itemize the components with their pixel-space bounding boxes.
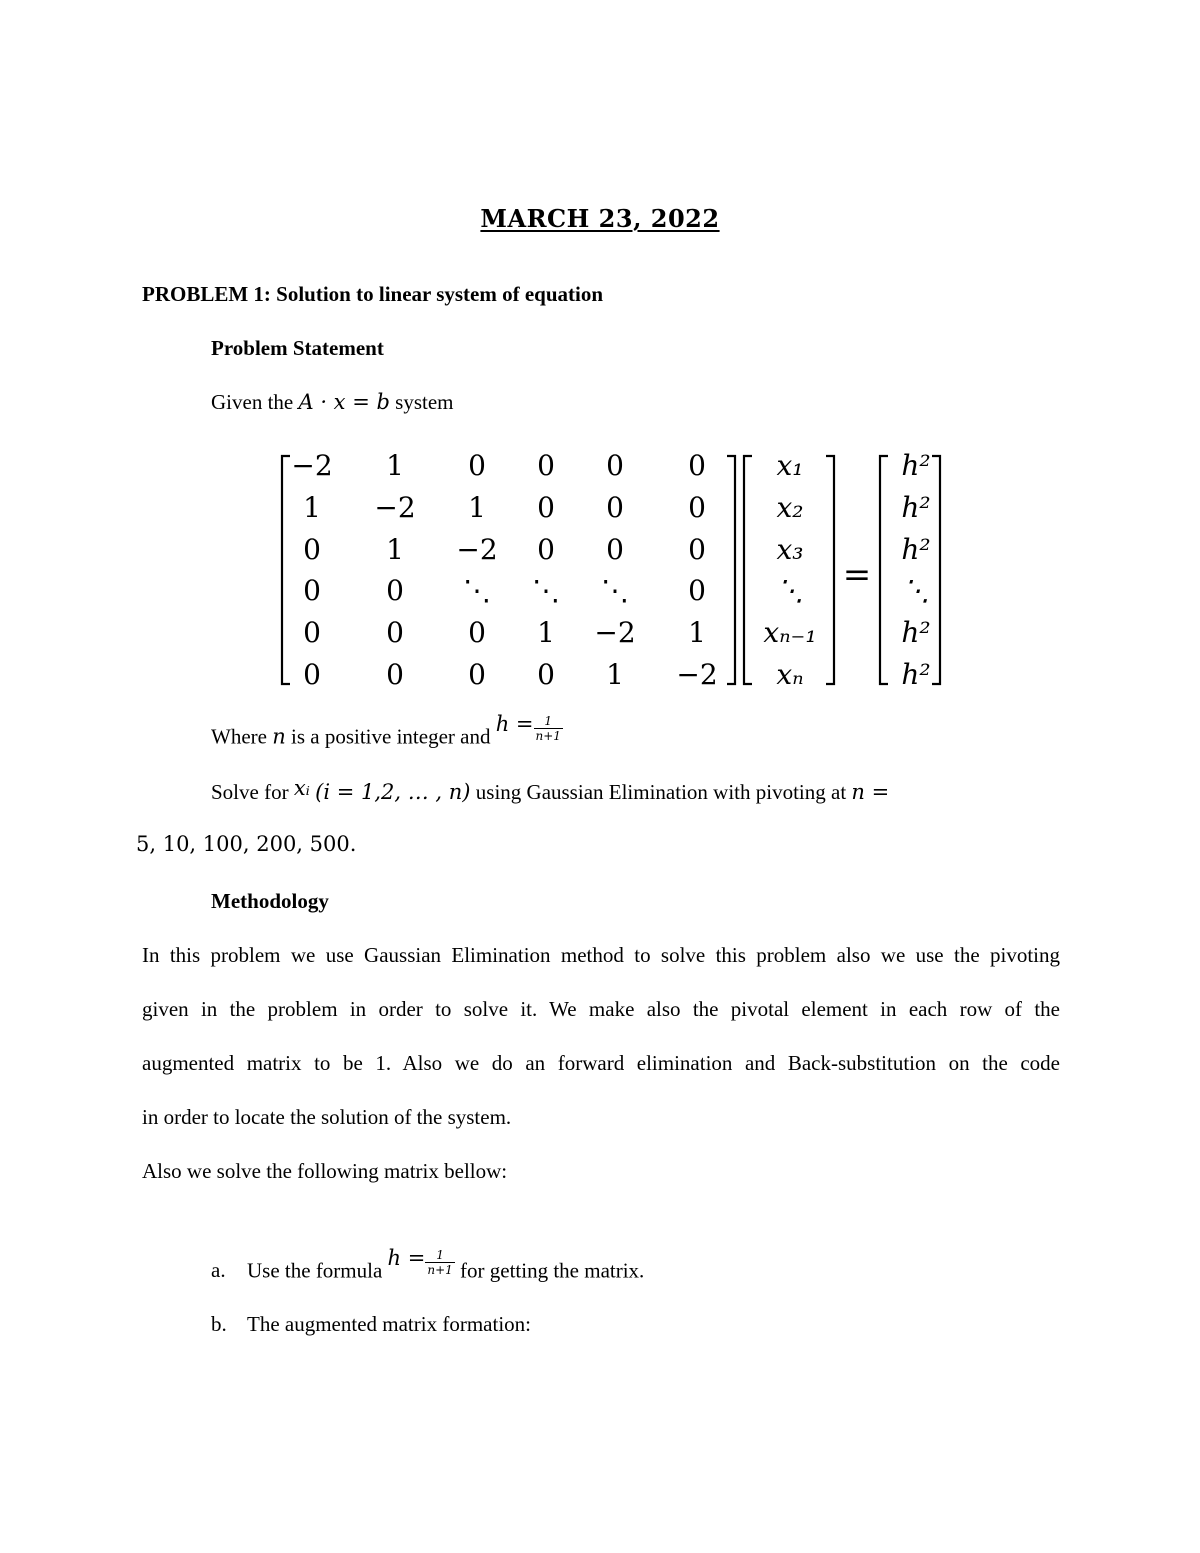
matrix-a-cell: −2 <box>291 449 333 482</box>
matrix-a-cell: 0 <box>468 616 486 650</box>
solve-values: 5, 10, 100, 200, 500. <box>136 832 357 856</box>
h-definition-lhs: h = <box>495 712 534 737</box>
list-item-a-h-lhs: h = <box>387 1246 426 1271</box>
vector-x-cell: ⋱ <box>776 574 804 608</box>
matrix-a-cell: 0 <box>386 616 404 650</box>
problem-title: PROBLEM 1: Solution to linear system of equation <box>142 282 604 306</box>
list-item-b-text: The augmented matrix formation: <box>247 1312 531 1336</box>
problem-statement-heading: Problem Statement <box>211 336 384 360</box>
matrix-a-cell: 1 <box>386 449 404 482</box>
matrix-a-cell: 0 <box>537 449 555 482</box>
solve-mid: using Gaussian Elimination with pivoting at <box>475 780 847 804</box>
list-marker-a: a. <box>211 1258 226 1283</box>
matrix-a-cell: ⋱ <box>532 574 560 608</box>
vector-x-cell: x₂ <box>776 490 804 524</box>
list-item-b <box>211 1312 531 1337</box>
solve-line <box>211 776 890 805</box>
matrix-a-cell: 1 <box>606 658 624 691</box>
solve-range: (i = 1,2, … , n) <box>315 780 471 804</box>
matrix-a-cell: 0 <box>606 449 624 482</box>
matrix-a-cell: 0 <box>537 658 555 691</box>
document-date: MARCH 23, 2022 <box>480 204 720 233</box>
equals-sign: = <box>842 554 872 595</box>
matrix-a-cell: 0 <box>688 449 706 482</box>
matrix-a-cell: −2 <box>676 658 718 691</box>
matrix-a-cell: 0 <box>606 532 624 566</box>
matrix-a-cell: 0 <box>303 616 321 650</box>
list-marker-b: b. <box>211 1312 227 1336</box>
matrix-a-cell: 0 <box>537 490 555 524</box>
vector-x-cell: xₙ <box>776 658 804 691</box>
matrix-a-cell: 0 <box>303 574 321 608</box>
methodology-line-1: In this problem we use Gaussian Elimination method to solve this problem also we use the pivoting <box>142 943 1060 967</box>
where-mid: is a positive integer and <box>291 724 491 749</box>
h-fraction-denominator: n+1 <box>535 729 561 743</box>
matrix-a-cell: 0 <box>537 532 555 566</box>
list-item-a-fraction <box>425 1248 454 1277</box>
matrix-a-cell: 0 <box>688 490 706 524</box>
solve-xi: xᵢ <box>293 776 310 800</box>
vector-x-cell: x₃ <box>776 532 804 566</box>
solve-n-eq: n = <box>851 780 890 804</box>
list-item-a-fraction-numerator: 1 <box>425 1248 454 1263</box>
where-prefix: Where <box>211 724 267 749</box>
vector-x-cell: x₁ <box>776 449 804 482</box>
vector-x-left-bracket <box>744 456 752 684</box>
h-fraction-numerator: 1 <box>534 714 563 729</box>
matrix-a-cell: 0 <box>688 574 706 608</box>
matrix-a-cell: 0 <box>386 658 404 691</box>
given-suffix: system <box>395 390 454 414</box>
matrix-a-cell: 1 <box>688 616 706 650</box>
vector-b-right-bracket <box>932 456 940 684</box>
methodology-line-3: augmented matrix to be 1. Also we do an forward elimination and Back-substitution on the code <box>142 1051 1060 1075</box>
vector-b-cell: h² <box>901 658 931 691</box>
methodology-line-4: in order to locate the solution of the system. <box>142 1105 512 1129</box>
vector-b-cell: h² <box>901 616 931 650</box>
matrix-a-right-bracket <box>727 456 735 684</box>
matrix-a-left-bracket <box>282 456 290 684</box>
vector-b-cell: h² <box>901 532 931 566</box>
matrix-a-cell: ⋱ <box>463 574 491 608</box>
given-prefix: Given the <box>211 390 294 414</box>
matrix-a-cell: 0 <box>303 658 321 691</box>
vector-b-cell: h² <box>901 449 931 482</box>
where-n: n <box>272 724 286 749</box>
matrix-a-cell: 1 <box>386 532 404 566</box>
matrix-a-cell: 1 <box>537 616 555 650</box>
h-fraction <box>534 714 563 743</box>
matrix-a-cell: 0 <box>688 532 706 566</box>
matrix-a-cell: 1 <box>303 490 321 524</box>
matrix-a-cell: ⋱ <box>601 574 629 608</box>
matrix-a-cell: −2 <box>594 616 636 650</box>
list-item-a-suffix: for getting the matrix. <box>460 1258 645 1283</box>
matrix-a-cell: 0 <box>386 574 404 608</box>
matrix-a-cell: −2 <box>374 490 416 524</box>
methodology-heading: Methodology <box>211 889 329 913</box>
matrix-a-cell: −2 <box>456 532 498 566</box>
matrix-a-cell: 0 <box>303 532 321 566</box>
list-item-a <box>211 1246 645 1287</box>
matrix-a-cell: 0 <box>468 449 486 482</box>
vector-b-left-bracket <box>880 456 888 684</box>
matrix-a-cell: 1 <box>468 490 486 524</box>
solve-prefix: Solve for <box>211 780 289 804</box>
methodology-line-2: given in the problem in order to solve it. We make also the pivotal element in each row of the <box>142 997 1060 1021</box>
matrix-a-cell: 0 <box>468 658 486 691</box>
list-item-a-fraction-denominator: n+1 <box>427 1263 453 1277</box>
vector-b-cell: h² <box>901 490 931 524</box>
vector-b-cell: ⋱ <box>902 574 930 608</box>
where-line <box>211 712 563 753</box>
also-line: Also we solve the following matrix bellow: <box>142 1159 508 1183</box>
given-expression: A · x = b <box>298 390 390 414</box>
vector-x-cell: xₙ₋₁ <box>763 616 817 650</box>
vector-x-right-bracket <box>826 456 834 684</box>
list-item-a-prefix: Use the formula <box>247 1258 383 1283</box>
matrix-a-cell: 0 <box>606 490 624 524</box>
